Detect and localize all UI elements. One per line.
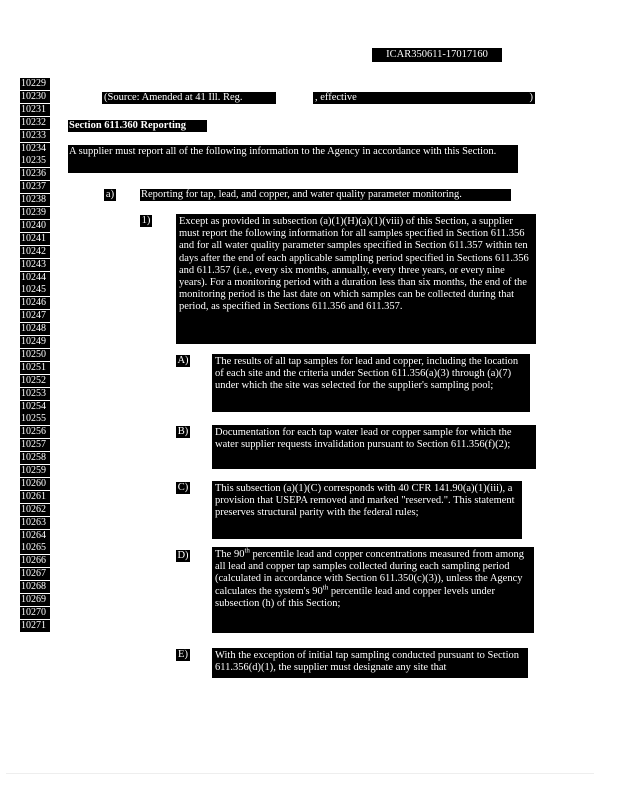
line-number: 10237 [20, 181, 50, 193]
subsection-a-heading: Reporting for tap, lead, and copper, and water quality parameter monitoring. [140, 189, 511, 201]
subsection-a-label: a) [105, 189, 115, 200]
source-note-text: (Source: Amended at 41 Ill. Reg. [102, 92, 276, 104]
line-number: 10242 [20, 246, 50, 258]
line-number: 10240 [20, 220, 50, 232]
line-number: 10232 [20, 117, 50, 129]
line-number: 10247 [20, 310, 50, 322]
item-b-label: B) [177, 426, 189, 437]
line-number: 10236 [20, 168, 50, 180]
item-e-label: E) [176, 649, 190, 661]
item-e-paragraph: With the exception of initial tap sampling conducted pursuant to Section 611.356(d)(1), the supplier must designate any site that [212, 648, 528, 678]
line-number: 10250 [20, 349, 50, 361]
item-a-label: A) [177, 355, 189, 366]
line-number: 10233 [20, 130, 50, 142]
line-number: 10239 [20, 207, 50, 219]
section-title: Section 611.360 Reporting [68, 120, 207, 132]
line-number: 10252 [20, 375, 50, 387]
line-number: 10230 [20, 91, 50, 103]
line-number: 10262 [20, 504, 50, 516]
line-number: 10260 [20, 478, 50, 490]
line-number: 10231 [20, 104, 50, 116]
line-number: 10263 [20, 517, 50, 529]
item-d-label: D) [177, 550, 189, 561]
line-number: 10235 [20, 155, 50, 167]
line-number: 10266 [20, 555, 50, 567]
item-d-paragraph: The 90th percentile lead and copper concentrations measured from among all lead and copper tap samples collected during each sampling period (calculated in accordance with Section 611.350(c)(3)), unless the Agency calculates the system's 90th percentile lead and copper levels under subsection (h) of this Section; [212, 547, 534, 633]
line-number: 10234 [20, 143, 50, 155]
line-number: 10251 [20, 362, 50, 374]
line-number: 10258 [20, 452, 50, 464]
line-number: 10264 [20, 530, 50, 542]
line-number: 10246 [20, 297, 50, 309]
page-footer-rule [6, 773, 594, 774]
line-number: 10270 [20, 607, 50, 619]
item-1-paragraph: Except as provided in subsection (a)(1)(H)(a)(1)(viii) of this Section, a supplier must report the following information for all samples specified in Section 611.356 and for all water quality parameter samples specified in Section 611.357 within ten days after the end of each applicable sampling period specified in Sections 611.356 and 611.357 (i.e., every six months, annually, every three years, or every nine years). For a monitoring period with a duration less than six months, the end of the monitoring period is the last date on which samples can be collected during that period, as specified in Sections 611.356 and 611.357. [176, 214, 536, 344]
line-number: 10265 [20, 542, 50, 554]
line-number: 10271 [20, 620, 50, 632]
line-number: 10267 [20, 568, 50, 580]
item-1-label: 1) [141, 215, 151, 226]
intro-paragraph: A supplier must report all of the following information to the Agency in accordance with this Section. [68, 145, 518, 173]
item-c-paragraph: This subsection (a)(1)(C) corresponds with 40 CFR 141.90(a)(1)(iii), a provision that USEPA removed and marked "reserved.". This statement preserves structural parity with the federal rules; [212, 481, 522, 539]
line-number: 10261 [20, 491, 50, 503]
item-c-label: C) [177, 482, 189, 493]
line-number: 10253 [20, 388, 50, 400]
line-number: 10255 [20, 413, 50, 425]
line-number: 10256 [20, 426, 50, 438]
line-number: 10245 [20, 284, 50, 296]
line-number: 10238 [20, 194, 50, 206]
line-number: 10243 [20, 259, 50, 271]
line-number: 10257 [20, 439, 50, 451]
line-number: 10241 [20, 233, 50, 245]
line-number: 10259 [20, 465, 50, 477]
source-note-blank [280, 92, 310, 104]
item-a-paragraph: The results of all tap samples for lead and copper, including the location of each site and the criteria under Section 611.356(a)(3) through (a)(7) under which the site was selected for the supplier's sampling pool; [212, 354, 530, 412]
line-number: 10229 [20, 78, 50, 90]
line-number: 10269 [20, 594, 50, 606]
line-number: 10254 [20, 401, 50, 413]
item-b-paragraph: Documentation for each tap water lead or copper sample for which the water supplier requests invalidation pursuant to Section 611.356(f)(2); [212, 425, 536, 469]
line-number: 10249 [20, 336, 50, 348]
document-id-header: ICAR350611-17017160 [372, 48, 502, 62]
line-number: 10244 [20, 272, 50, 284]
source-note-effective: , effective ) [315, 92, 533, 103]
line-number: 10268 [20, 581, 50, 593]
line-number: 10248 [20, 323, 50, 335]
